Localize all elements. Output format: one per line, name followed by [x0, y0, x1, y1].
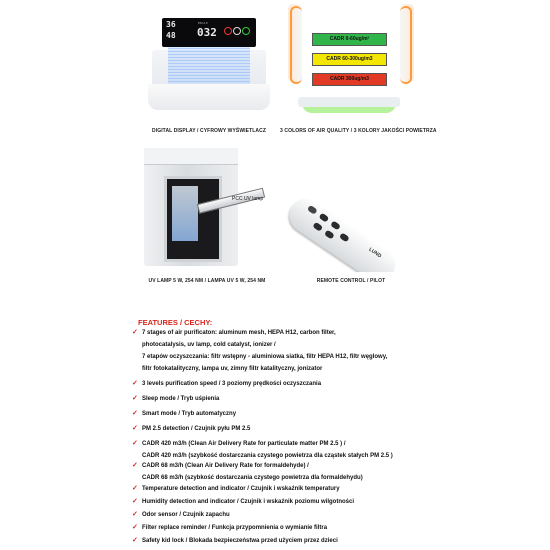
check-icon: ✓ [132, 462, 138, 469]
status-ring-icon [233, 27, 241, 35]
check-icon: ✓ [132, 511, 138, 518]
check-icon: ✓ [132, 524, 138, 531]
remote-button-icon [319, 213, 330, 223]
remote-button-icon [312, 222, 323, 232]
feature-line: Humidity detection and indicator / Czujnik i wskaźnik poziomu wilgotności [142, 499, 355, 505]
display-value-top: 36 [166, 20, 176, 29]
check-icon: ✓ [132, 380, 138, 387]
caption-digital-display: DIGITAL DISPLAY / CYFROWY WYŚWIETLACZ [152, 128, 266, 134]
check-icon: ✓ [132, 329, 138, 336]
feature-line: Safety kid lock / Blokada bezpieczeństwa przed użyciem przez dzieci [142, 538, 338, 544]
remote-control [286, 192, 401, 272]
feature-line: PM 2.5 detection / Czujnik pyłu PM 2.5 [142, 426, 251, 432]
purifier-case-top [144, 148, 238, 165]
features-title: FEATURES / CECHY: [138, 318, 213, 327]
air-quality-level-poor: CADR 300ug/m3 [312, 73, 387, 86]
air-quality-photo [280, 0, 418, 122]
feature-item [132, 393, 542, 405]
check-icon: ✓ [132, 537, 138, 544]
feature-item [132, 378, 542, 390]
caption-remote-control: REMOTE CONTROL / PILOT [316, 278, 386, 284]
display-value-bottom: 48 [166, 31, 176, 40]
remote-control-photo [286, 150, 416, 272]
feature-line: Smart mode / Tryb automatyczny [142, 411, 237, 417]
feature-item [132, 438, 542, 462]
remote-button-icon [330, 220, 341, 230]
feature-line: Filter replace reminder / Funkcja przypomnienia o wymianie filtra [142, 525, 328, 531]
feature-line: CADR 68 m3/h (szybkość dostarczania czystego powietrza dla formaldehydu) [142, 475, 363, 481]
feature-line: 7 etapów oczyszczania: filtr wstępny - aluminiowa siatka, filtr HEPA H12, filtr węglowy, [142, 354, 388, 360]
feature-line: 7 stages of air purificaton: aluminum mesh, HEPA H12, carbon filter, [142, 330, 336, 336]
feature-item [132, 460, 542, 484]
feature-line: filtr fotokatalityczny, lampa uv, zimny filtr katalityczny, jonizator [142, 366, 323, 372]
check-icon: ✓ [132, 498, 138, 505]
feature-item [132, 522, 542, 534]
status-ring-icon [242, 27, 250, 35]
feature-item [132, 535, 542, 547]
orange-light-strip [290, 6, 302, 84]
feature-item [132, 496, 542, 508]
display-screen [162, 18, 256, 47]
check-icon: ✓ [132, 410, 138, 417]
display-pm-label: PM 2.5 [198, 21, 208, 25]
remote-button-icon [324, 230, 335, 240]
feature-item [132, 423, 542, 435]
digital-display-photo [140, 0, 278, 122]
remote-button-icon [339, 232, 350, 242]
feature-item [132, 509, 542, 521]
feature-line: 3 levels purification speed / 3 poziomy prędkości oczyszczania [142, 381, 322, 387]
feature-item [132, 327, 542, 375]
check-icon: ✓ [132, 440, 138, 447]
status-ring-icon [224, 27, 232, 35]
feature-item [132, 483, 542, 495]
orange-light-strip [400, 6, 412, 84]
caption-uv-lamp: UV LAMP 5 W, 254 NM / LAMPA UV 5 W, 254 NM [148, 278, 266, 284]
check-icon: ✓ [132, 425, 138, 432]
air-quality-level-moderate: CADR 60-300ug/m3 [312, 53, 387, 66]
feature-line: Sleep mode / Tryb uśpienia [142, 396, 220, 402]
uv-lamp-photo [142, 146, 272, 272]
feature-item [132, 408, 542, 420]
air-quality-level-good: CADR 0-60ug/m³ [312, 33, 387, 46]
brand-logo: LUND [367, 246, 383, 260]
uv-light-glow [172, 186, 198, 241]
purifier-front-panel [148, 84, 270, 110]
uv-lamp-label: PCC UV lamp [232, 196, 264, 202]
display-pm-value: 032 [197, 26, 217, 39]
check-icon: ✓ [132, 485, 138, 492]
feature-line: Odor sensor / Czujnik zapachu [142, 512, 230, 518]
feature-line: CADR 420 m3/h (Clean Air Delivery Rate for particulate matter PM 2.5 ) / [142, 441, 346, 447]
check-icon: ✓ [132, 395, 138, 402]
feature-line: CADR 420 m3/h (szybkość dostarczania czystego powietrza dla cząstek stałych PM 2.5 ) [142, 453, 393, 459]
feature-line: photocatalysis, uv lamp, cold catalyst, ionizer / [142, 342, 276, 348]
feature-line: Temperature detection and indicator / Czujnik i wskaźnik temperatury [142, 486, 340, 492]
power-button-icon [307, 205, 318, 215]
feature-line: CADR 68 m3/h (Clean Air Delivery Rate for formaldehyde) / [142, 463, 309, 469]
caption-air-quality: 3 COLORS OF AIR QUALITY / 3 KOLORY JAKOŚCI POWIETRZA [280, 128, 437, 134]
purifier-top-edge [298, 97, 400, 107]
